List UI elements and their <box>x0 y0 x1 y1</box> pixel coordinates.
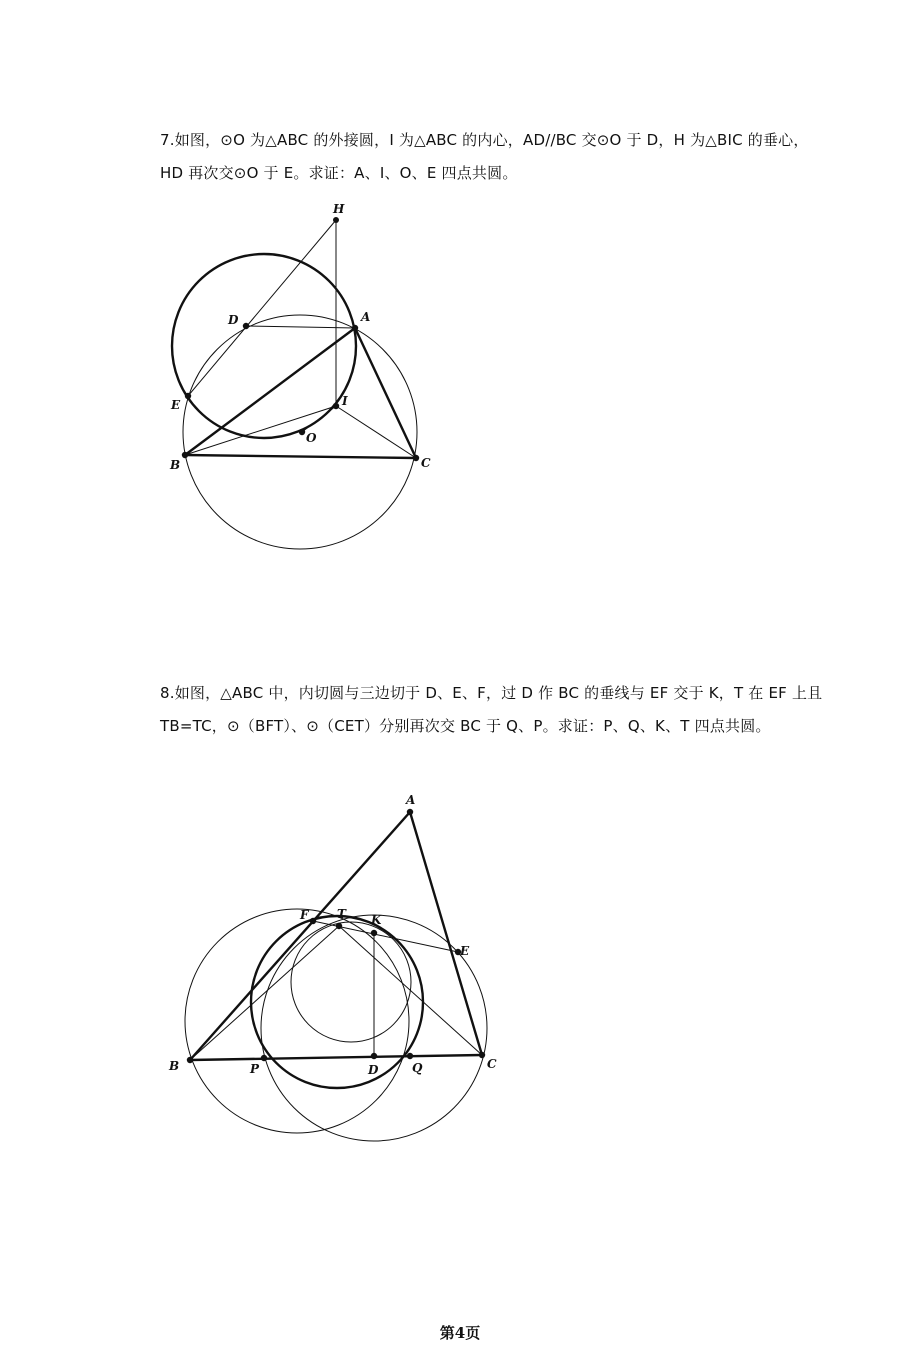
label-d: D <box>368 1063 379 1077</box>
point-c <box>479 1052 485 1058</box>
problem-7-line-2: HD 再次交⊙O 于 E。求证：A、I、O、E 四点共圆。 <box>160 164 518 182</box>
label-a: A <box>406 793 416 807</box>
point-f <box>310 918 316 924</box>
label-k: K <box>371 913 382 927</box>
page-number: 第4页 <box>439 1324 481 1342</box>
point-a <box>407 809 413 815</box>
point-b <box>182 452 188 458</box>
segment-he <box>188 220 336 396</box>
problem-8-line-1: 8.如图，△ABC 中，内切圆与三边切于 D、E、F，过 D 作 BC 的垂线与 EF 交于 K，T 在 EF 上且 <box>160 684 823 702</box>
figure-8 <box>185 812 487 1141</box>
label-q: Q <box>412 1061 423 1075</box>
point-q <box>407 1053 413 1059</box>
label-e: E <box>460 944 470 958</box>
segment-fe <box>313 921 458 952</box>
label-t: T <box>337 907 346 921</box>
segment-ab <box>190 812 410 1060</box>
point-i <box>333 403 339 409</box>
circle-bft <box>185 909 409 1133</box>
point-t <box>336 923 342 929</box>
circle-incircle <box>291 922 411 1042</box>
point-d <box>243 323 249 329</box>
segment-bc <box>190 1055 482 1060</box>
segment-io <box>302 406 336 432</box>
label-b: B <box>169 1059 180 1073</box>
point-d <box>371 1053 377 1059</box>
point-o <box>299 429 305 435</box>
problem-8-line-2: TB=TC，⊙（BFT）、⊙（CET）分别再次交 BC 于 Q、P。求证：P、Q、K、T 四点共圆。 <box>160 717 771 735</box>
label-a: A <box>361 310 371 324</box>
circle-pqkt <box>251 916 423 1088</box>
label-e: E <box>171 398 181 412</box>
segment-tb <box>190 926 339 1060</box>
point-a <box>352 325 358 331</box>
label-p: P <box>250 1062 260 1076</box>
problem-8-statement <box>160 677 840 743</box>
problem-7-line-1: 7.如图，⊙O 为△ABC 的外接圆，I 为△ABC 的内心，AD//BC 交⊙O 于 D，H 为△BIC 的垂心， <box>160 131 809 149</box>
figure-7 <box>172 220 417 549</box>
point-p <box>261 1055 267 1061</box>
point-b <box>187 1057 193 1063</box>
segment-ab <box>185 328 355 455</box>
point-c <box>413 455 419 461</box>
label-b: B <box>170 458 181 472</box>
label-h: H <box>333 202 345 216</box>
label-o: O <box>306 431 317 445</box>
label-c: C <box>421 456 431 470</box>
point-e <box>185 393 191 399</box>
circle-aioe <box>172 254 356 438</box>
label-f: F <box>300 908 309 922</box>
segment-bc <box>185 455 416 458</box>
label-c: C <box>487 1057 497 1071</box>
point-k <box>371 930 377 936</box>
point-h <box>333 217 339 223</box>
segment-ad <box>246 326 355 328</box>
label-i: I <box>342 394 348 408</box>
label-d: D <box>228 313 239 327</box>
